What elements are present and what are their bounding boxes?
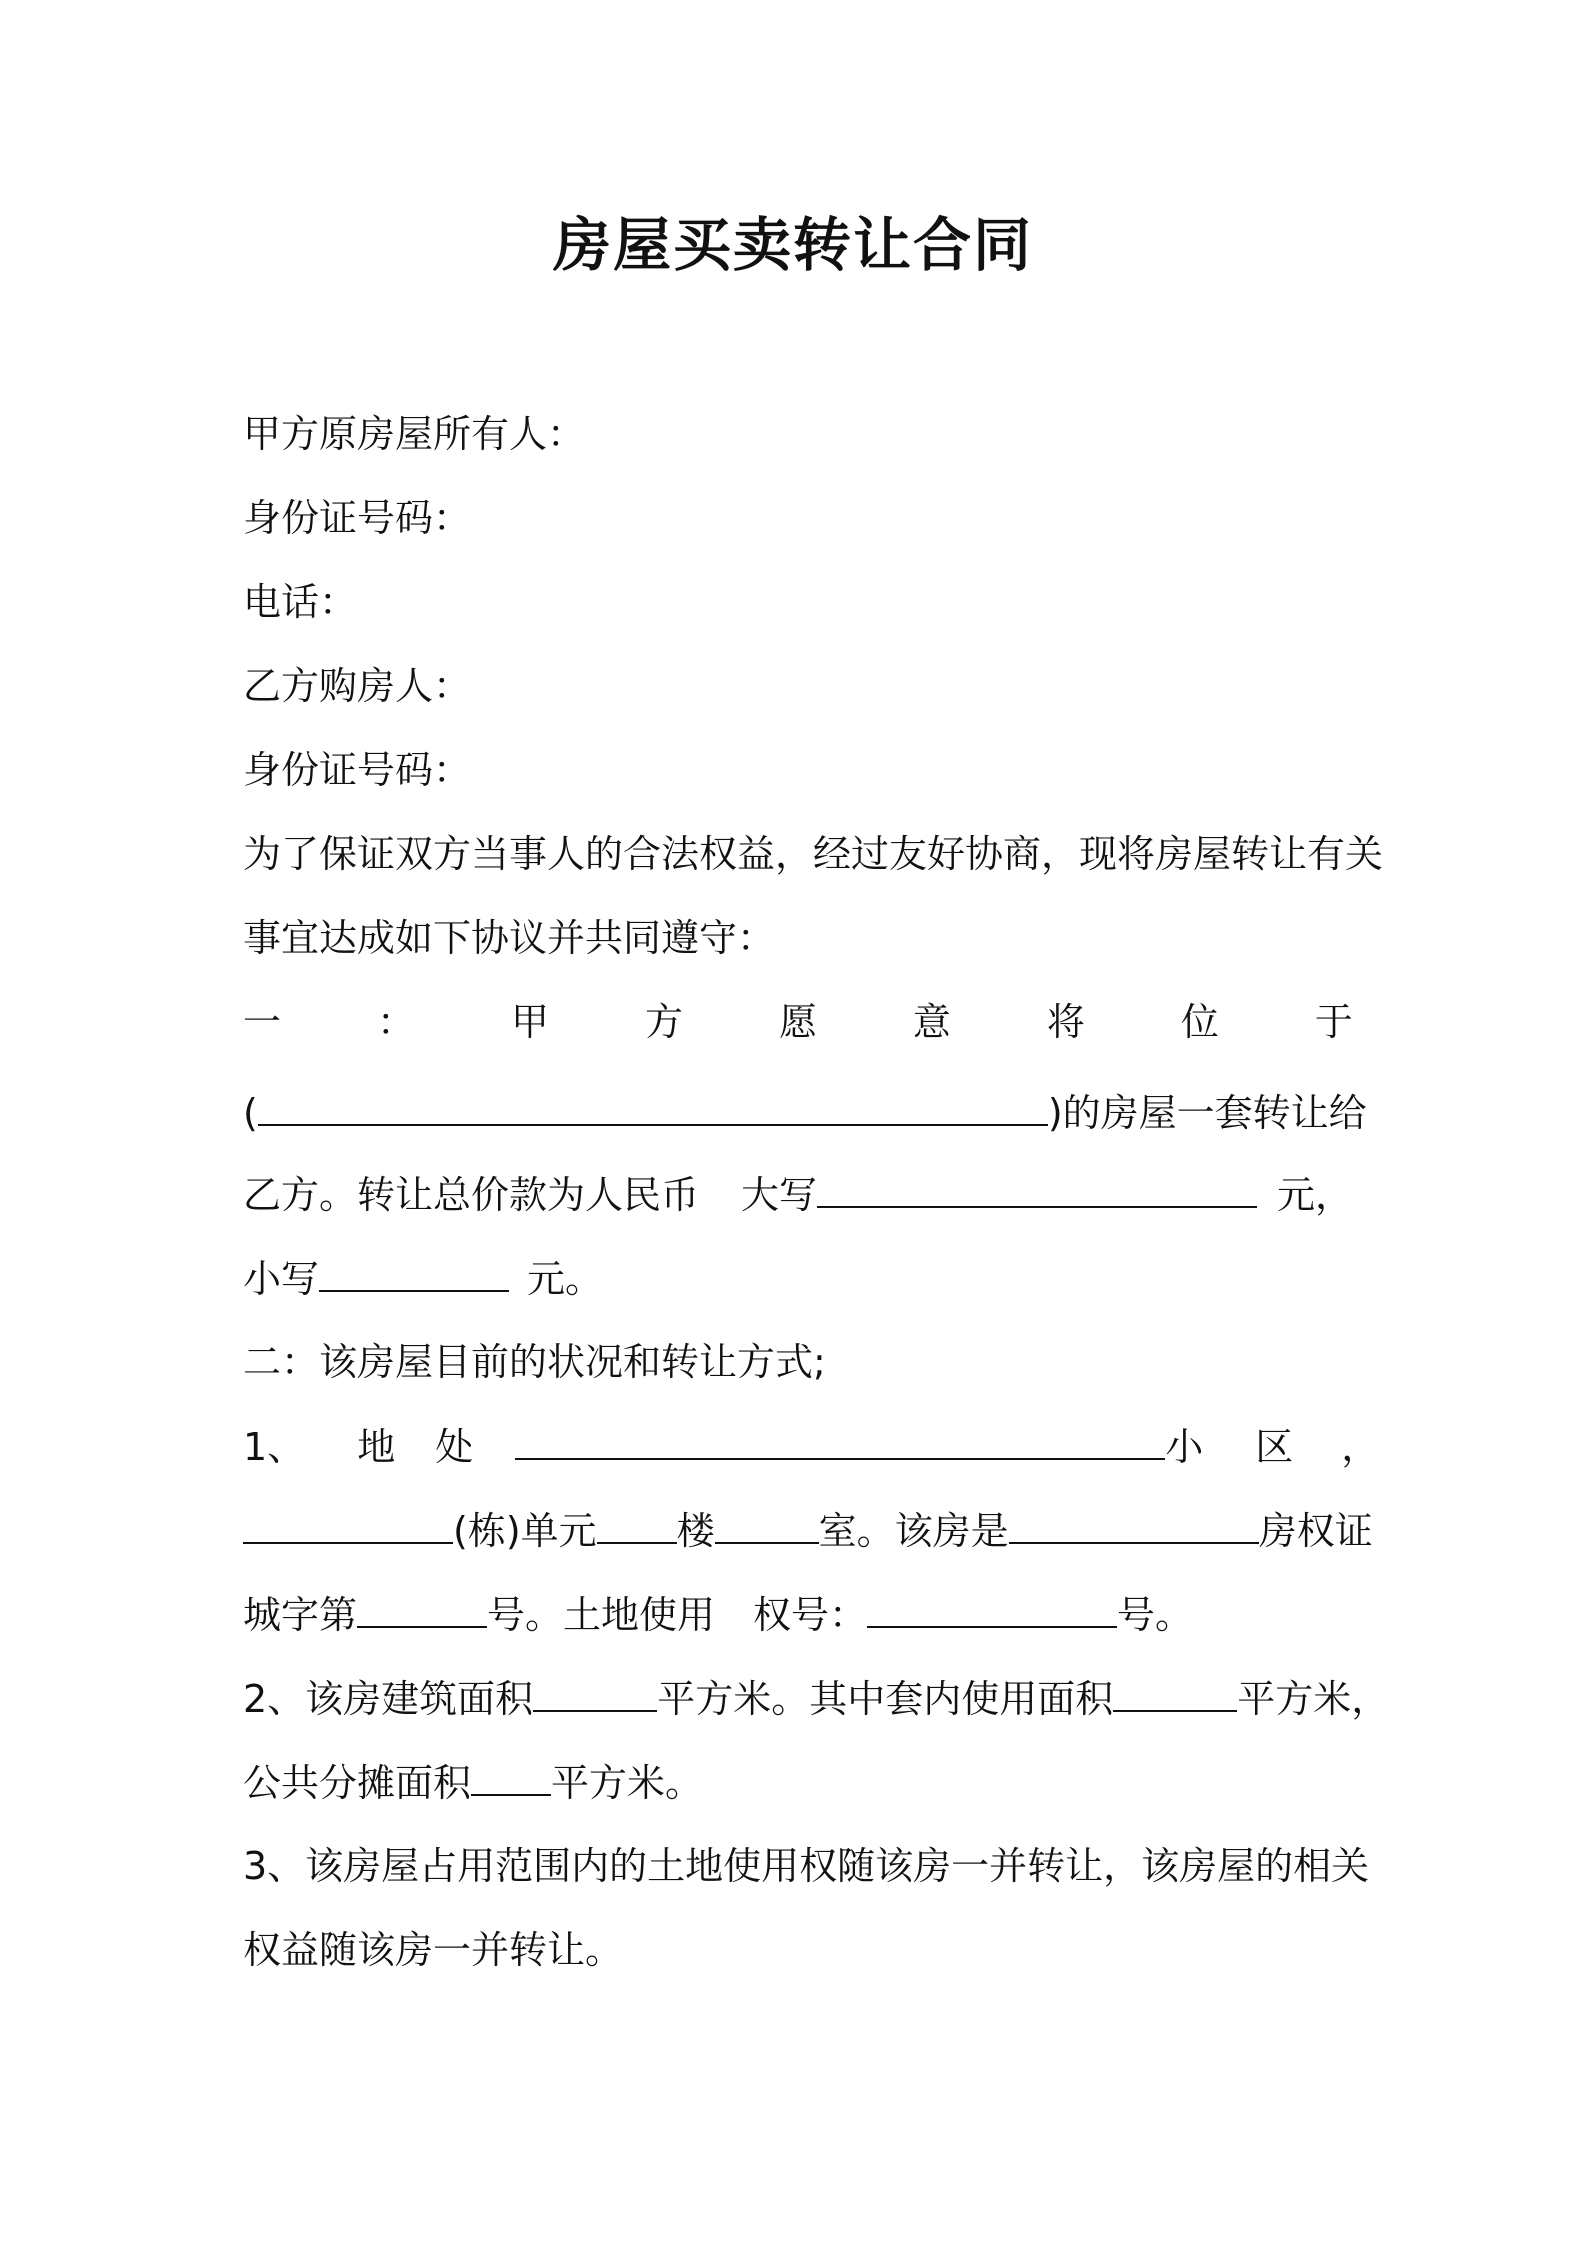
uppercase-amount-blank: [817, 1166, 1257, 1208]
unit-label: (栋)单元: [453, 1509, 597, 1553]
certificate-label: 房权证: [1258, 1509, 1373, 1553]
building-blank: [243, 1502, 453, 1544]
total-price-label: 乙方。转让总价款为人民币: [243, 1173, 700, 1217]
intro-paragraph-line-1: 为了保证双方当事人的合法权益，经过友好协商，现将房屋转让有关: [243, 832, 1384, 876]
clause-1-line-1: [243, 994, 1353, 1050]
city-label: 城字第: [243, 1593, 358, 1637]
inner-area-blank: [1113, 1670, 1237, 1712]
item-2-line-1: [243, 1670, 1390, 1727]
item-3-line-1: 3、该房屋占用范围内的土地使用权随该房一并转让，该房屋的相关: [243, 1844, 1370, 1888]
certificate-blank: [1009, 1502, 1259, 1544]
item-1-char: 处: [435, 1425, 474, 1469]
party-a-phone-line: 电话：: [243, 580, 358, 624]
clause-1-line-4: [243, 1250, 1353, 1307]
party-b-buyer-line: 乙方购房人：: [243, 664, 472, 708]
clause-1-char: 将: [1046, 1000, 1085, 1044]
clause-1-line-2: [243, 1084, 1367, 1141]
uppercase-label: 大写: [741, 1173, 818, 1217]
shared-area-label: 公共分摊面积: [243, 1761, 472, 1805]
location-blank: [258, 1084, 1048, 1126]
transfer-text: )的房屋一套转让给: [1047, 1091, 1367, 1135]
square-meters-label: 平方米。: [551, 1761, 704, 1805]
item-1-char: 区: [1255, 1425, 1294, 1469]
building-area-blank: [533, 1670, 657, 1712]
party-b-id-line: 身份证号码：: [243, 748, 472, 792]
shared-area-blank: [471, 1754, 551, 1796]
item-3-line-2: 权益随该房一并转让。: [243, 1928, 624, 1972]
room-label: 室。该房是: [818, 1509, 1009, 1553]
clause-2-heading: 二：该房屋目前的状况和转让方式;: [243, 1340, 826, 1384]
land-use-label: 号。土地使用: [487, 1593, 716, 1637]
lowercase-label: 小写: [243, 1257, 320, 1301]
party-a-id-line: 身份证号码：: [243, 496, 472, 540]
floor-label: 楼: [676, 1509, 715, 1553]
item-1-line-2: [243, 1502, 1373, 1559]
building-area-label: 2、该房建筑面积: [243, 1677, 534, 1721]
intro-paragraph-line-2: 事宜达成如下协议并共同遵守：: [243, 916, 776, 960]
square-meters-label: 平方米，: [1237, 1677, 1390, 1721]
right-number-label: 权号：: [753, 1593, 868, 1637]
item-number: 1、: [243, 1425, 306, 1469]
open-paren: (: [243, 1091, 258, 1135]
item-1-char: 小: [1165, 1425, 1204, 1469]
inner-area-label: 平方米。其中套内使用面积: [657, 1677, 1114, 1721]
item-1-line-3: [243, 1586, 1353, 1643]
room-blank: [715, 1502, 819, 1544]
clause-1-char: 甲: [510, 1000, 549, 1044]
clause-1-char: 于: [1314, 1000, 1353, 1044]
clause-1-char: 方: [644, 1000, 683, 1044]
address-blank: [515, 1418, 1165, 1460]
item-1-char: 地: [357, 1425, 396, 1469]
clause-1-char: 一: [243, 1000, 282, 1044]
clause-1-char: ：: [376, 1000, 415, 1044]
floor-blank: [597, 1502, 677, 1544]
document-title: 房屋买卖转让合同: [552, 211, 1033, 279]
yuan-label: 元，: [1277, 1173, 1354, 1217]
city-number-blank: [357, 1586, 487, 1628]
party-a-owner-line: 甲方原房屋所有人：: [243, 412, 586, 456]
clause-1-char: 愿: [778, 1000, 817, 1044]
clause-1-char: 位: [1180, 1000, 1219, 1044]
lowercase-amount-blank: [319, 1250, 509, 1292]
clause-1-char: 意: [912, 1000, 951, 1044]
number-suffix: 号。: [1117, 1593, 1194, 1637]
right-number-blank: [867, 1586, 1117, 1628]
item-1-line-1: [243, 1418, 1380, 1475]
item-1-comma: ，: [1341, 1425, 1380, 1469]
item-2-line-2: [243, 1754, 1353, 1811]
yuan-label: 元。: [527, 1257, 604, 1301]
clause-1-line-3: [243, 1166, 1353, 1223]
